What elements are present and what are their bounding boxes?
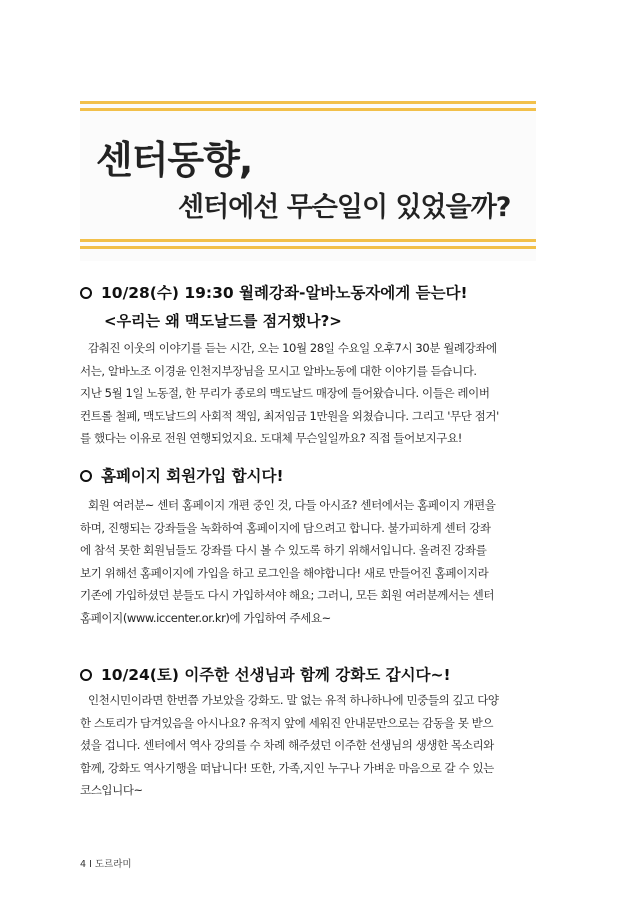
section-heading xyxy=(80,664,562,686)
banner-stripe-top-2 xyxy=(80,108,536,111)
banner-stripe-top-1 xyxy=(80,101,536,104)
body-line: 코스입니다~ xyxy=(80,783,143,797)
body-line: 컨트롤 철폐, 맥도날드의 사회적 책임, 최저임금 1만원을 외쳤습니다. 그리고 '무단 점거' xyxy=(80,408,499,423)
body-line: 지난 5월 1일 노동절, 한 무리가 종로의 맥도날드 매장에 들어왔습니다. 이들은 레이버 xyxy=(80,386,490,400)
body-line: 회원 여러분~ 센터 홈페이지 개편 중인 것, 다들 아시죠? 센터에서는 홈페이지 개편을 xyxy=(88,498,496,512)
banner-subtitle: 센터에선 무슨일이 있었을까? xyxy=(178,192,511,223)
body-line: 감춰진 이웃의 이야기를 듣는 시간, 오는 10월 28일 수요일 오후7시 30분 월례강좌에 xyxy=(88,341,497,355)
section-heading-text: 10/28(수) 19:30 월례강좌-알바노동자에게 듣는다! xyxy=(101,284,468,302)
body-line: 셨을 겁니다. 센터에서 역사 강의를 수 차례 해주셨던 이주한 선생님의 생생한 목소리와 xyxy=(80,738,494,752)
body-line: 함께, 강화도 역사기행을 떠납니다! 또한, 가족,지인 누구나 가벼운 마음으로 갈 수 있는 xyxy=(80,760,494,775)
body-line: 에 참석 못한 회원님들도 강좌를 다시 볼 수 있도록 하기 위해서입니다. 올려진 강좌를 xyxy=(80,543,487,557)
body-line: 기존에 가입하셨던 분들도 다시 가입하셔야 해요; 그러니, 모든 회원 여러분께서는 센터 xyxy=(80,588,495,602)
section-body xyxy=(80,337,562,450)
body-line: 인천시민이라면 한번쯤 가보았을 강화도. 말 없는 유적 하나하나에 민중들의 깊고 다양 xyxy=(88,693,499,707)
body-line: 홈페이지(www.iccenter.or.kr)에 가입하여 주세요~ xyxy=(80,610,331,625)
circle-bullet-icon xyxy=(80,669,92,681)
section-subheading: <우리는 왜 맥도날드를 점거했나?> xyxy=(104,312,342,330)
body-line: 한 스토리가 담겨있음을 아시나요? 유적지 앞에 세워진 안내문만으로는 감동을 못 받으 xyxy=(80,715,494,730)
body-line: 보기 위해선 홈페이지에 가입을 하고 로그인을 해야합니다! 새로 만들어진 홈페이지라 xyxy=(80,565,489,580)
section-lecture xyxy=(80,282,562,450)
page-footer: 4 I 도르라미 xyxy=(80,859,132,870)
banner-stripe-bottom-2 xyxy=(80,246,536,249)
body-line: 를 했다는 이유로 전원 연행되었지요. 도대체 무슨일일까요? 직접 들어보지구요! xyxy=(80,431,462,445)
section-ganghwa-trip xyxy=(80,664,562,802)
section-heading-text: 10/24(토) 이주한 선생님과 함께 강화도 갑시다~! xyxy=(101,666,451,684)
body-line: 서는, 알바노조 이경윤 인천지부장님을 모시고 알바노동에 대한 이야기를 듣습니다. xyxy=(80,363,477,378)
section-heading xyxy=(80,282,562,304)
section-body xyxy=(80,494,562,629)
body-line: 하며, 진행되는 강좌들을 녹화하여 홈페이지에 담으려고 합니다. 불가피하게 센터 강좌 xyxy=(80,520,491,535)
section-heading-text: 홈페이지 회원가입 합시다! xyxy=(101,467,284,485)
banner-stripe-bottom-1 xyxy=(80,239,536,242)
circle-bullet-icon xyxy=(80,287,92,299)
banner-title: 센터동향, xyxy=(96,138,253,182)
circle-bullet-icon xyxy=(80,470,92,482)
section-homepage xyxy=(80,465,562,629)
section-heading xyxy=(80,465,562,487)
section-body xyxy=(80,689,562,802)
header-banner xyxy=(80,101,536,261)
